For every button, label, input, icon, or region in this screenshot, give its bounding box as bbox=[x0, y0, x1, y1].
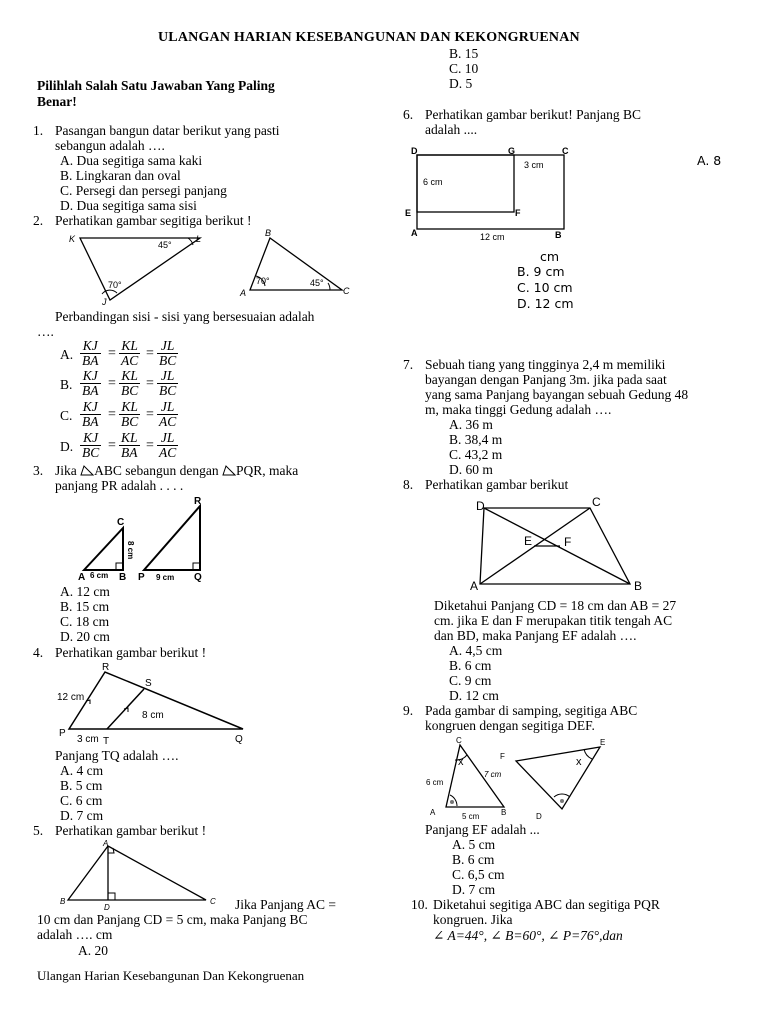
equals: = bbox=[108, 438, 116, 453]
option-a[interactable]: A. Dua segitiga sama kaki bbox=[60, 153, 203, 168]
option-a[interactable]: A. 12 cm bbox=[60, 584, 110, 599]
option-d[interactable]: D. 12 cm bbox=[449, 688, 499, 703]
label-c: C bbox=[117, 517, 125, 528]
question-number: 10. bbox=[411, 897, 428, 912]
fraction: $\frac{KJ}{BA}$ bbox=[82, 368, 99, 398]
option-b[interactable]: B. 15 cm bbox=[60, 599, 110, 614]
fraction: $\frac{KJ}{BA}$ bbox=[82, 338, 99, 368]
label-d: D bbox=[411, 146, 418, 156]
label-a: A bbox=[470, 579, 479, 593]
question-text: Sebuah tiang yang tingginya 2,4 m memiliki bbox=[425, 357, 666, 372]
question-text: dan BD, maka Panjang EF adalah …. bbox=[434, 628, 637, 643]
question-text: adalah .... bbox=[425, 122, 478, 137]
label-b: B bbox=[265, 228, 272, 238]
label-a: A bbox=[411, 228, 418, 238]
page-title: ULANGAN HARIAN KESEBANGUNAN DAN KEKONGRUENAN bbox=[158, 30, 580, 45]
side-6cm: 6 cm bbox=[423, 177, 443, 187]
label-b: B bbox=[60, 897, 66, 906]
question-text: m, maka tinggi Gedung adalah …. bbox=[425, 402, 612, 417]
fraction: $\frac{KJ}{BA}$ bbox=[82, 399, 99, 429]
fraction: $\frac{JL}{BC}$ bbox=[159, 368, 177, 398]
trapezoid-figure-q8 bbox=[468, 494, 654, 594]
angle-45: 45° bbox=[158, 240, 172, 250]
option-c[interactable]: C. 6 cm bbox=[60, 793, 103, 808]
question-number: 5. bbox=[33, 823, 44, 838]
option-c[interactable]: C. 10 bbox=[449, 61, 479, 76]
option-c[interactable]: C. Persegi dan persegi panjang bbox=[60, 183, 227, 198]
label-g: G bbox=[508, 146, 516, 156]
question-number: 9. bbox=[403, 703, 414, 718]
label-b: B bbox=[634, 579, 643, 593]
option-d[interactable]: D. 20 cm bbox=[60, 629, 110, 644]
label-a: A bbox=[103, 839, 109, 848]
triangle-figure-q5 bbox=[56, 838, 236, 912]
label-j: J bbox=[102, 297, 107, 307]
option-d[interactable]: D. 12 cm bbox=[517, 296, 574, 311]
instruction-line-1: Pilihlah Salah Satu Jawaban Yang Paling bbox=[37, 78, 275, 93]
label-l: L bbox=[196, 234, 202, 244]
label-b: B bbox=[501, 808, 507, 817]
fraction: $\frac{KJ}{BC}$ bbox=[82, 430, 100, 460]
fraction: $\frac{KL}{AC}$ bbox=[121, 338, 139, 368]
option-a[interactable]: A. 4,5 cm bbox=[449, 643, 503, 658]
question-number: 1. bbox=[33, 123, 44, 138]
question-number: 3. bbox=[33, 463, 44, 478]
option-d[interactable]: D. 5 bbox=[449, 76, 473, 91]
angle-70: 70° bbox=[108, 280, 122, 290]
question-text: sebangun adalah …. bbox=[55, 138, 165, 153]
option-a[interactable]: A. 4 cm bbox=[60, 763, 104, 778]
question-text: Pada gambar di samping, segitiga ABC bbox=[425, 703, 638, 718]
triangle-figure-q9 bbox=[424, 735, 620, 821]
question-text: Diketahui Panjang CD = 18 cm dan AB = 27 bbox=[434, 598, 677, 613]
rectangle-figure-q6 bbox=[400, 144, 580, 244]
label-p: P bbox=[59, 728, 66, 739]
option-c[interactable]: C. 6,5 cm bbox=[452, 867, 505, 882]
fraction: $\frac{KL}{BC}$ bbox=[121, 399, 139, 429]
label-c: C bbox=[562, 146, 569, 156]
option-b[interactable]: B. 9 cm bbox=[517, 264, 565, 279]
question-text: Panjang EF adalah ... bbox=[425, 822, 540, 837]
label-e: E bbox=[405, 208, 412, 218]
option-b[interactable]: B. 38,4 m bbox=[449, 432, 503, 447]
question-number: 8. bbox=[403, 477, 414, 492]
label-q: Q bbox=[235, 734, 243, 745]
question-number: 6. bbox=[403, 107, 414, 122]
option-d[interactable]: D. 7 cm bbox=[452, 882, 496, 897]
fraction: $\frac{JL}{AC}$ bbox=[159, 430, 177, 460]
option-d[interactable]: D. 7 cm bbox=[60, 808, 104, 823]
question-text: Jika ABC sebangun dengan PQR, maka bbox=[55, 463, 299, 478]
label-q: Q bbox=[194, 572, 202, 582]
label-r: R bbox=[194, 496, 202, 507]
question-text: Perhatikan gambar berikut ! bbox=[55, 645, 207, 660]
triangle-figure-q2 bbox=[60, 228, 360, 308]
question-text: Panjang TQ adalah …. bbox=[55, 748, 179, 763]
side-5cm: 5 cm bbox=[462, 812, 480, 821]
question-text: kongruen. Jika bbox=[433, 912, 513, 927]
side-6cm: 6 cm bbox=[90, 571, 109, 580]
side-9cm: 9 cm bbox=[156, 573, 175, 582]
label-k: K bbox=[69, 234, 76, 244]
question-text: adalah …. cm bbox=[37, 927, 113, 942]
option-b[interactable]: B. 6 cm bbox=[449, 658, 492, 673]
instruction-line-2: Benar! bbox=[37, 94, 77, 109]
label-d: D bbox=[536, 812, 542, 821]
question-text: Perhatikan gambar berikut! Panjang BC bbox=[425, 107, 641, 122]
label-c: C bbox=[343, 286, 350, 296]
side-8cm: 8 cm bbox=[142, 710, 164, 721]
footer-text: Ulangan Harian Kesebangunan Dan Kekongruenan bbox=[37, 968, 305, 983]
option-a[interactable]: A. 5 cm bbox=[452, 837, 496, 852]
option-c[interactable]: C. 9 cm bbox=[449, 673, 492, 688]
question-text: Pasangan bangun datar berikut yang pasti bbox=[55, 123, 280, 138]
label-e: E bbox=[600, 738, 606, 747]
question-text: 10 cm dan Panjang CD = 5 cm, maka Panjang BC bbox=[37, 912, 308, 927]
label-f: F bbox=[515, 208, 521, 218]
option-a[interactable]: A. 8 bbox=[697, 153, 722, 168]
question-text: …. bbox=[37, 324, 54, 339]
option-label: A. bbox=[60, 347, 74, 362]
equals: = bbox=[108, 376, 116, 391]
label-e: E bbox=[524, 534, 533, 548]
equals: = bbox=[108, 407, 116, 422]
angle-equation: ∠ A=44°, ∠ B=60°, ∠ P=76°,dan bbox=[433, 928, 623, 943]
side-7cm: 7 cm bbox=[484, 770, 502, 779]
question-number: 7. bbox=[403, 357, 414, 372]
option-a-unit: cm bbox=[540, 249, 560, 264]
triangle-symbol-icon bbox=[80, 465, 94, 476]
label-a: A bbox=[430, 808, 436, 817]
option-b[interactable]: B. 5 cm bbox=[60, 778, 103, 793]
angle-x: x bbox=[576, 756, 582, 768]
angle-45: 45° bbox=[310, 278, 324, 288]
question-text: Perbandingan sisi - sisi yang bersesuaian adalah bbox=[55, 309, 315, 324]
side-3cm: 3 cm bbox=[77, 734, 99, 745]
label-c: C bbox=[592, 495, 601, 509]
option-c[interactable]: C. 10 cm bbox=[517, 280, 573, 295]
question-text: cm. jika E dan F merupakan titik tengah AC bbox=[434, 613, 673, 628]
option-b[interactable]: B. 15 bbox=[449, 46, 479, 61]
label-b: B bbox=[119, 572, 127, 582]
fraction: $\frac{KL}{BC}$ bbox=[121, 368, 139, 398]
label-d: D bbox=[104, 903, 110, 912]
equals: = bbox=[146, 346, 154, 361]
side-6cm: 6 cm bbox=[426, 778, 444, 787]
option-b[interactable]: B. 6 cm bbox=[452, 852, 495, 867]
equals: = bbox=[146, 407, 154, 422]
question-text: panjang PR adalah . . . . bbox=[55, 478, 184, 493]
question-text: yang sama Panjang bayangan sebuah Gedung 48 bbox=[425, 387, 689, 402]
option-b[interactable]: B. Lingkaran dan oval bbox=[60, 168, 181, 183]
option-label: D. bbox=[60, 439, 74, 454]
option-c[interactable]: C. 43,2 m bbox=[449, 447, 503, 462]
label-c: C bbox=[210, 897, 216, 906]
option-label: C. bbox=[60, 408, 73, 423]
triangle-symbol-icon bbox=[222, 465, 236, 476]
equals: = bbox=[146, 376, 154, 391]
option-label: B. bbox=[60, 377, 73, 392]
equals: = bbox=[146, 438, 154, 453]
option-c[interactable]: C. 18 cm bbox=[60, 614, 110, 629]
question-number: 2. bbox=[33, 213, 44, 228]
question-text: kongruen dengan segitiga DEF. bbox=[425, 718, 595, 733]
triangle-figure-q3 bbox=[76, 494, 226, 582]
label-b: B bbox=[555, 230, 562, 240]
label-d: D bbox=[476, 499, 485, 513]
question-number: 4. bbox=[33, 645, 44, 660]
label-c: C bbox=[456, 736, 462, 745]
side-12cm: 12 cm bbox=[480, 232, 505, 242]
label-s: S bbox=[145, 678, 152, 689]
equals: = bbox=[108, 346, 116, 361]
angle-x: x bbox=[458, 756, 464, 768]
question-text: Perhatikan gambar berikut ! bbox=[55, 823, 207, 838]
angle-70: 70° bbox=[256, 276, 270, 286]
option-a[interactable]: A. 36 m bbox=[449, 417, 493, 432]
option-d[interactable]: D. Dua segitiga sama sisi bbox=[60, 198, 197, 213]
label-a: A bbox=[240, 288, 247, 298]
label-f: F bbox=[564, 535, 572, 549]
question-text: Perhatikan gambar berikut bbox=[425, 477, 569, 492]
label-f: F bbox=[500, 752, 505, 761]
question-text: Perhatikan gambar segitiga berikut ! bbox=[55, 213, 252, 228]
fraction: $\frac{KL}{BA}$ bbox=[121, 430, 138, 460]
fraction: $\frac{JL}{BC}$ bbox=[159, 338, 177, 368]
option-a[interactable]: A. 20 bbox=[78, 943, 108, 958]
side-8cm: 8 cm bbox=[126, 541, 135, 560]
option-d[interactable]: D. 60 m bbox=[449, 462, 493, 477]
triangle-figure-q4 bbox=[55, 660, 255, 748]
question-text: Jika Panjang AC = bbox=[235, 897, 336, 912]
question-text: bayangan dengan Panjang 3m. jika pada saat bbox=[425, 372, 667, 387]
label-t: T bbox=[103, 736, 110, 747]
fraction: $\frac{JL}{AC}$ bbox=[159, 399, 177, 429]
label-p: P bbox=[138, 572, 145, 582]
side-12cm: 12 cm bbox=[57, 692, 85, 703]
question-text: Diketahui segitiga ABC dan segitiga PQR bbox=[433, 897, 660, 912]
label-r: R bbox=[102, 662, 110, 673]
label-a: A bbox=[78, 572, 86, 582]
side-3cm: 3 cm bbox=[524, 160, 544, 170]
